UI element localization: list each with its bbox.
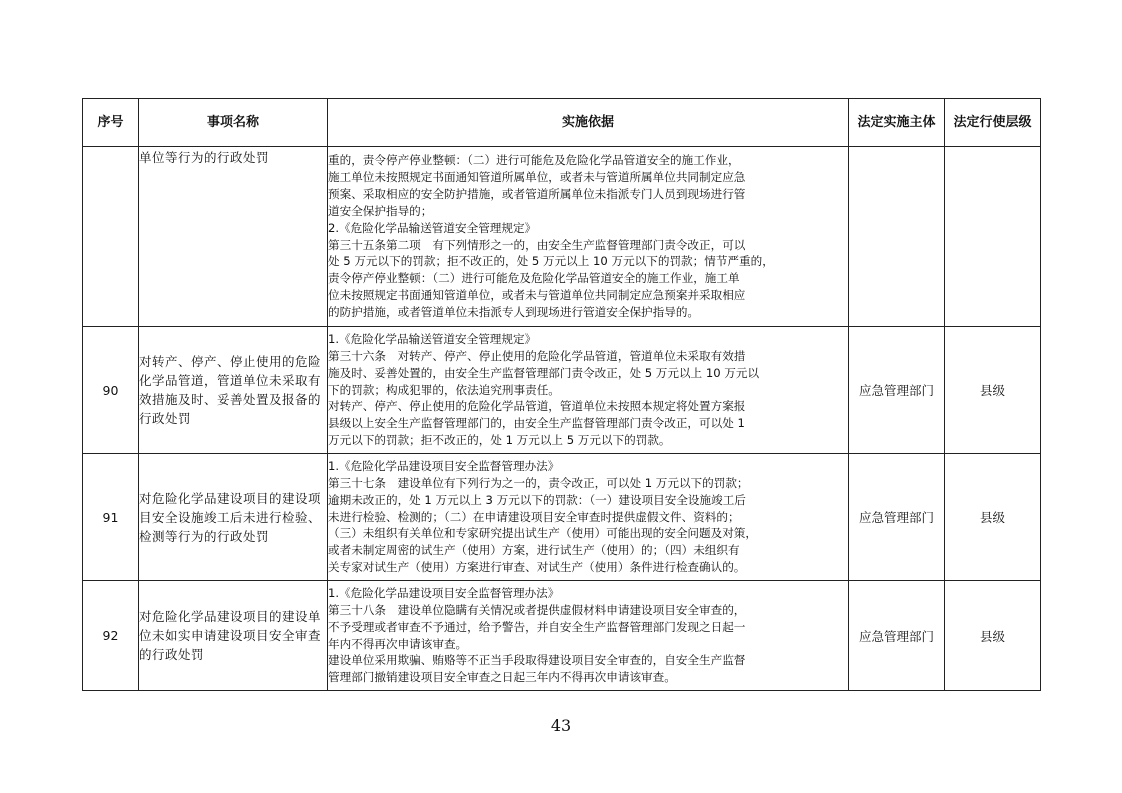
basis-line: 第三十七条 建设单位有下列行为之一的，责令改正，可以处 1 万元以下的罚款； (328, 475, 749, 490)
basis-line: 或者未制定周密的试生产（使用）方案，进行试生产（使用）的；（四）未组织有 (328, 543, 740, 558)
row-serial: 92 (83, 581, 139, 691)
row-level: 县级 (945, 454, 1041, 581)
basis-line: 的防护措施，或者管道单位未指派专人到现场进行管道安全保护指导的。 (328, 305, 700, 320)
page-number: 43 (550, 716, 572, 735)
basis-line: 不予受理或者审查不予通过，给予警告，并自安全生产监督管理部门发现之日起一 (328, 619, 746, 634)
basis-line: 位未按照规定书面通知管道单位，或者未与管道单位共同制定应急预案并采取相应 (328, 288, 746, 303)
basis-line: 第三十八条 建设单位隐瞒有关情况或者提供虚假材料申请建设项目安全审查的， (328, 602, 746, 617)
basis-line: 建设单位采用欺骗、贿赂等不正当手段取得建设项目安全审查的，自安全生产监督 (328, 653, 746, 668)
row-basis (328, 147, 849, 327)
row-subject (849, 147, 945, 327)
row-item-name: 单位等行为的行政处罚 (139, 147, 328, 327)
basis-line: 关专家对试生产（使用）方案进行审查、对试生产（使用）条件进行检查确认的。 (328, 560, 746, 575)
table-row (83, 454, 1041, 581)
table-row (83, 327, 1041, 454)
table-header-row (83, 99, 1041, 147)
row-level: 县级 (945, 581, 1041, 691)
row-subject: 应急管理部门 (849, 327, 945, 454)
enforcement-table (82, 98, 1041, 691)
table-row (83, 147, 1041, 327)
basis-line: 县级以上安全生产监督管理部门的，由安全生产监督管理部门责令改正，可以处 1 (328, 416, 745, 431)
basis-line: 下的罚款；构成犯罪的，依法追究刑事责任。 (328, 382, 560, 397)
header-level: 法定行使层级 (945, 99, 1041, 147)
basis-line: 责令停产停业整顿：（二）进行可能危及危险化学品管道安全的施工作业，施工单 (328, 271, 740, 286)
row-subject: 应急管理部门 (849, 454, 945, 581)
basis-line: 施工单位未按照规定书面通知管道所属单位，或者未与管道所属单位共同制定应急 (328, 169, 746, 184)
basis-line: （三）未组织有关单位和专家研究提出试生产（使用）可能出现的安全问题及对策， (328, 526, 757, 541)
basis-line: 万元以下的罚款；拒不改正的，处 1 万元以上 5 万元以下的罚款。 (328, 433, 671, 448)
row-serial: 91 (83, 454, 139, 581)
row-basis (328, 327, 849, 454)
basis-line: 道安全保护指导的； (328, 203, 433, 218)
row-basis (328, 581, 849, 691)
basis-line: 施及时、妥善处置的，由安全生产监督管理部门责令改正，处 5 万元以上 10 万元以 (328, 365, 760, 380)
basis-line: 年内不得再次申请该审查。 (328, 636, 468, 651)
row-basis (328, 454, 849, 581)
basis-line: 对转产、停产、停止使用的危险化学品管道，管道单位未按照本规定将处置方案报 (328, 399, 746, 414)
row-subject: 应急管理部门 (849, 581, 945, 691)
basis-line: 1.《危险化学品建设项目安全监督管理办法》 (328, 585, 560, 600)
row-serial (83, 147, 139, 327)
basis-line: 逾期未改正的，处 1 万元以上 3 万元以下的罚款：（一）建设项目安全设施竣工后 (328, 492, 746, 507)
basis-line: 重的，责令停产停业整顿：（二）进行可能危及危险化学品管道安全的施工作业， (328, 152, 740, 167)
row-serial: 90 (83, 327, 139, 454)
basis-line: 1.《危险化学品输送管道安全管理规定》 (328, 331, 537, 346)
basis-line: 管理部门撤销建设项目安全审查之日起三年内不得再次申请该审查。 (328, 670, 676, 685)
header-item-name: 事项名称 (139, 99, 328, 147)
row-level: 县级 (945, 327, 1041, 454)
row-level (945, 147, 1041, 327)
table-row (83, 581, 1041, 691)
header-serial: 序号 (83, 99, 139, 147)
basis-line: 第三十六条 对转产、停产、停止使用的危险化学品管道，管道单位未采取有效措 (328, 348, 746, 363)
header-subject: 法定实施主体 (849, 99, 945, 147)
header-basis: 实施依据 (328, 99, 849, 147)
basis-line: 第三十五条第二项 有下列情形之一的，由安全生产监督管理部门责令改正，可以 (328, 237, 746, 252)
basis-line: 1.《危险化学品建设项目安全监督管理办法》 (328, 458, 560, 473)
basis-line: 未进行检验、检测的；（二）在申请建设项目安全审查时提供虚假文件、资料的； (328, 509, 740, 524)
row-item-name: 对危险化学品建设项目的建设单位未如实申请建设项目安全审查的行政处罚 (139, 581, 328, 691)
basis-line: 预案、采取相应的安全防护措施，或者管道所属单位未指派专门人员到现场进行管 (328, 186, 746, 201)
row-item-name: 对危险化学品建设项目的建设项目安全设施竣工后未进行检验、检测等行为的行政处罚 (139, 454, 328, 581)
row-item-name: 对转产、停产、停止使用的危险化学品管道，管道单位未采取有效措施及时、妥善处置及报备的行政处罚 (139, 327, 328, 454)
basis-line: 处 5 万元以下的罚款；拒不改正的，处 5 万元以上 10 万元以下的罚款；情节严重的， (328, 254, 774, 269)
basis-line: 2.《危险化学品输送管道安全管理规定》 (328, 220, 537, 235)
